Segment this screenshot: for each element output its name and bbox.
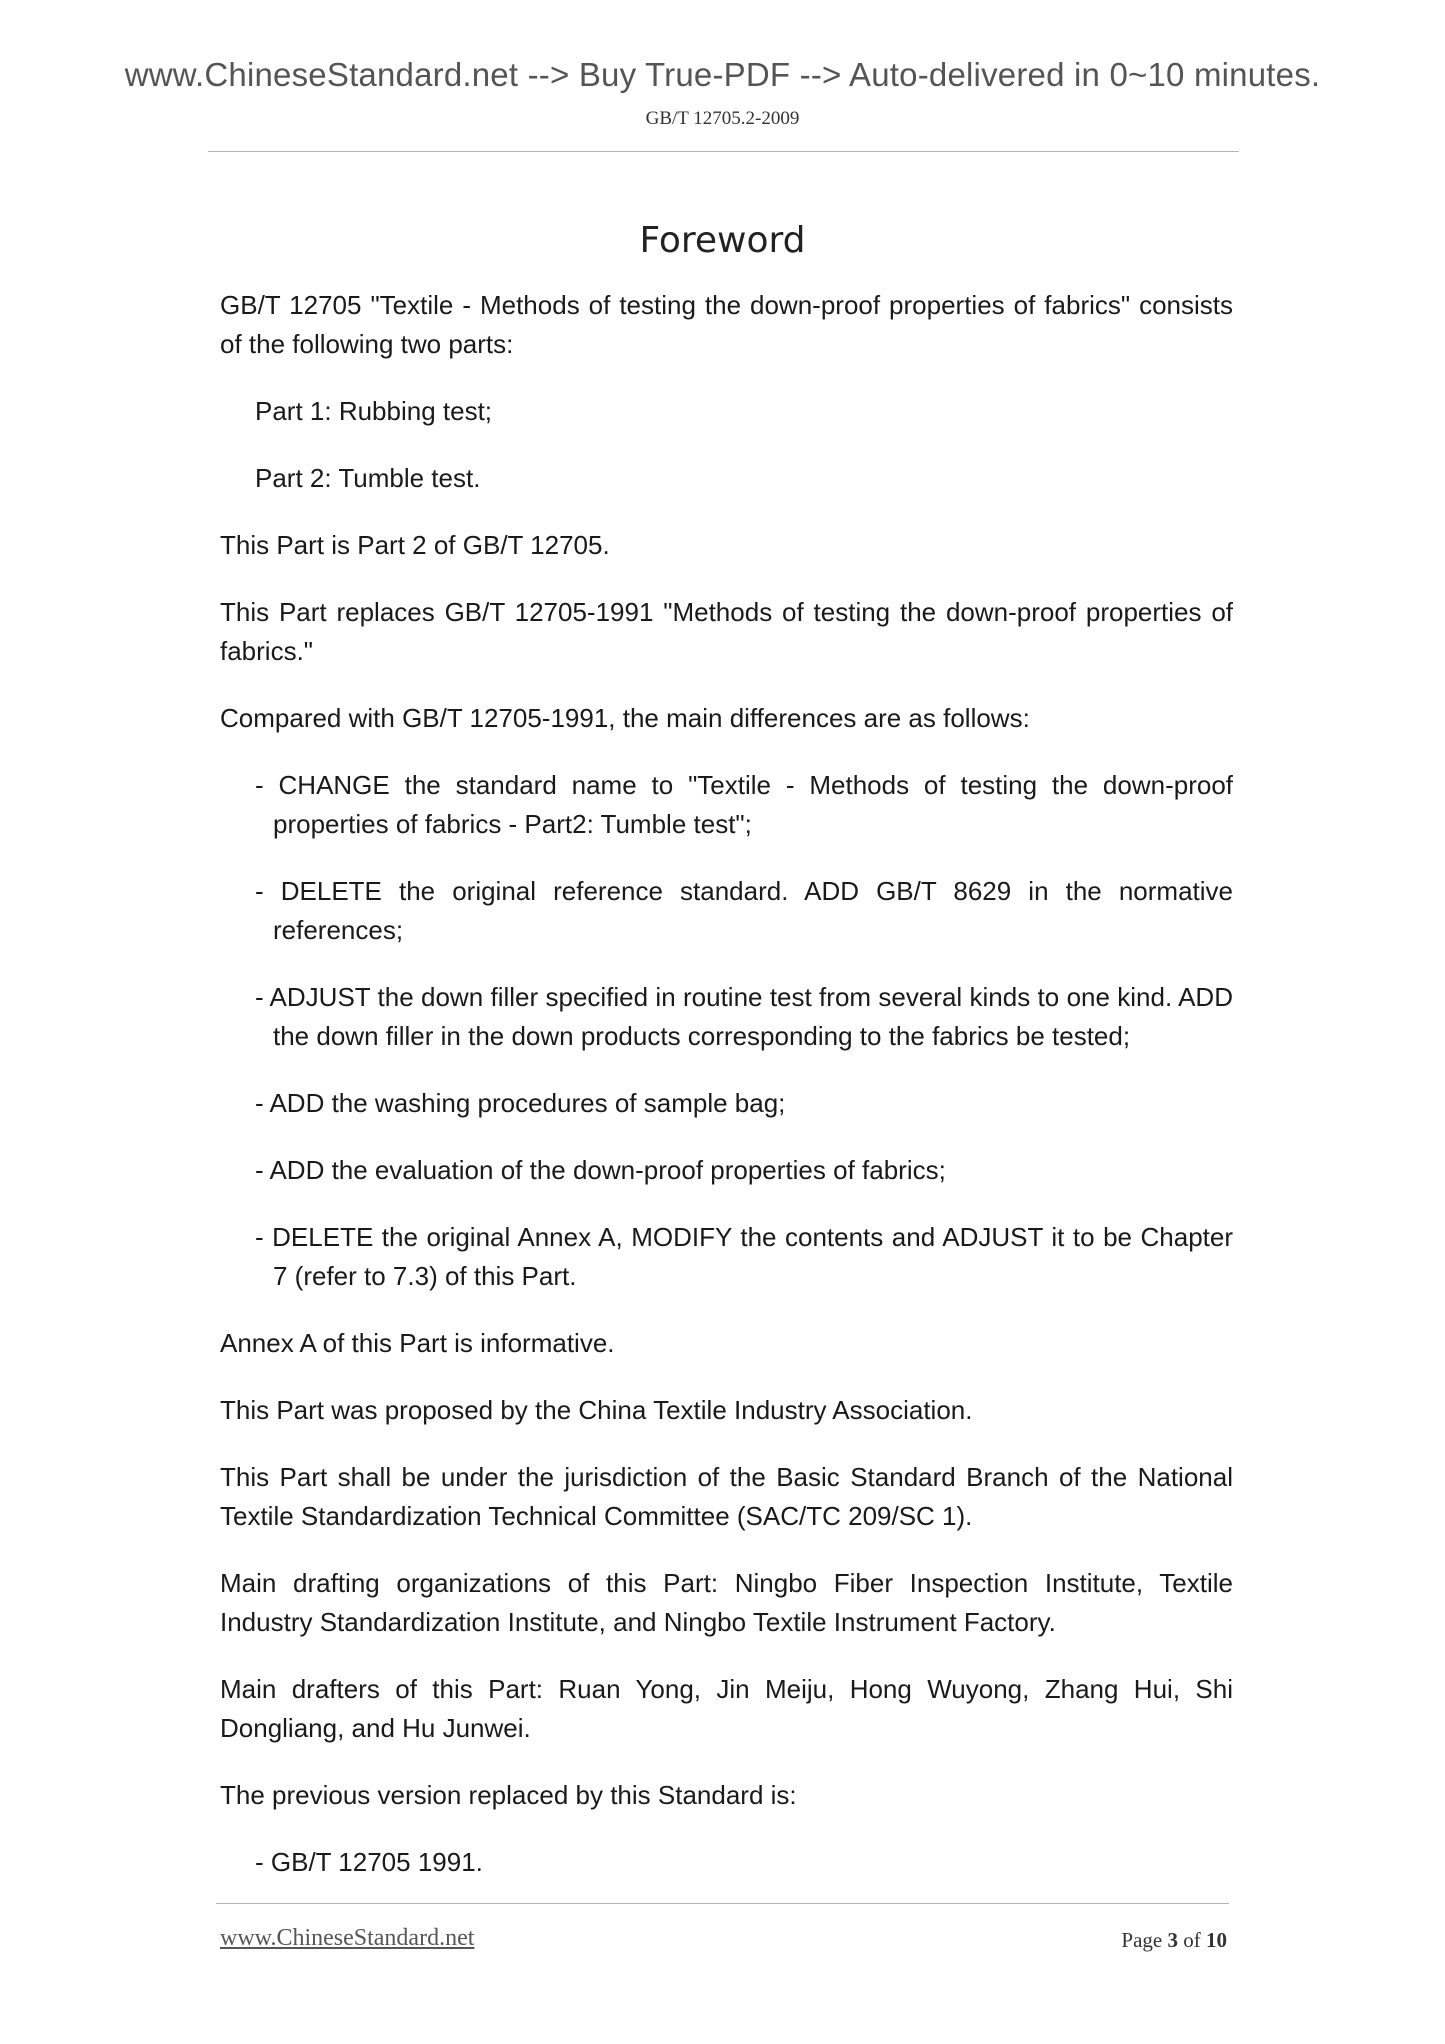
paragraph-proposed: This Part was proposed by the China Textile Industry Association. xyxy=(220,1395,973,1425)
list-item: - ADD the washing procedures of sample bag; xyxy=(255,1088,786,1118)
paragraph-differences-intro: Compared with GB/T 12705-1991, the main differences are as follows: xyxy=(220,703,1030,733)
part-2-item: Part 2: Tumble test. xyxy=(255,463,481,493)
paragraph-jurisdiction: This Part shall be under the jurisdiction of the Basic Standard Branch of the National Textile Standardization Technical Committee (SAC/TC 209/SC 1). xyxy=(220,1462,1233,1531)
paragraph-replaces: This Part replaces GB/T 12705-1991 "Methods of testing the down-proof properties of fabrics." xyxy=(220,597,1233,666)
differences-list xyxy=(220,766,1233,1296)
list-item: - ADJUST the down filler specified in routine test from several kinds to one kind. ADD the down filler in the down products corresponding to the fabrics be tested; xyxy=(255,982,1233,1051)
paragraph-drafters: Main drafters of this Part: Ruan Yong, Jin Meiju, Hong Wuyong, Zhang Hui, Shi Dongliang, and Hu Junwei. xyxy=(220,1674,1233,1743)
previous-version-item: - GB/T 12705 1991. xyxy=(255,1847,483,1877)
header-divider xyxy=(208,151,1239,152)
current-page: 3 xyxy=(1167,1928,1178,1952)
total-pages: 10 xyxy=(1206,1928,1227,1952)
document-id: GB/T 12705.2-2009 xyxy=(645,108,800,129)
paragraph-annex: Annex A of this Part is informative. xyxy=(220,1328,615,1358)
page-title: Foreword xyxy=(639,220,806,262)
paragraph-part-statement: This Part is Part 2 of GB/T 12705. xyxy=(220,530,610,560)
foreword-body xyxy=(220,286,1233,1910)
promo-banner: www.ChineseStandard.net --> Buy True-PDF --> Auto-delivered in 0~10 minutes. xyxy=(124,56,1321,93)
part-1-item: Part 1: Rubbing test; xyxy=(255,396,493,426)
list-item: - CHANGE the standard name to "Textile - Methods of testing the down-proof properties of fabrics - Part2: Tumble test"; xyxy=(255,770,1233,839)
page-prefix: Page xyxy=(1121,1928,1168,1952)
list-item: - DELETE the original reference standard. ADD GB/T 8629 in the normative references; xyxy=(255,876,1233,945)
paragraph-previous-version: The previous version replaced by this Standard is: xyxy=(220,1780,797,1810)
footer-site-link[interactable]: www.ChineseStandard.net xyxy=(220,1925,475,1951)
footer-divider xyxy=(216,1903,1229,1904)
paragraph-intro: GB/T 12705 "Textile - Methods of testing the down-proof properties of fabrics" consists of the following two parts: xyxy=(220,290,1233,359)
page-number xyxy=(1121,1928,1227,1953)
paragraph-organizations: Main drafting organizations of this Part: Ningbo Fiber Inspection Institute, Textile Industry Standardization Institute, and Ningbo Textile Instrument Factory. xyxy=(220,1568,1233,1637)
page-of: of xyxy=(1178,1928,1206,1952)
list-item: - ADD the evaluation of the down-proof properties of fabrics; xyxy=(255,1155,946,1185)
list-item: - DELETE the original Annex A, MODIFY the contents and ADJUST it to be Chapter 7 (refer to 7.3) of this Part. xyxy=(255,1222,1233,1291)
